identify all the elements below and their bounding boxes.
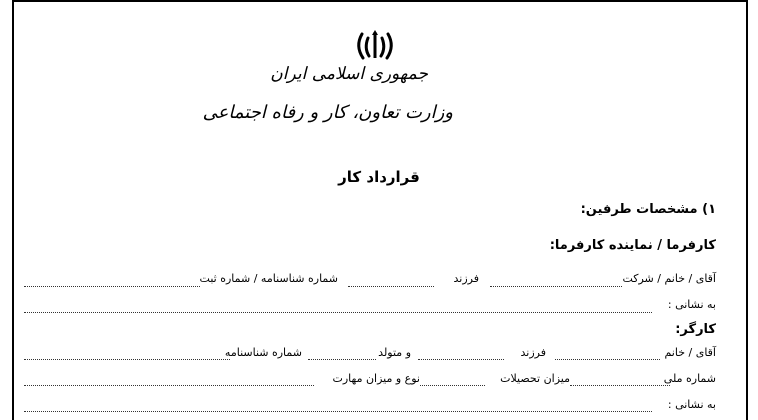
worker-id-label: شماره شناسنامه — [224, 346, 302, 359]
employer-address-label: به نشانی : — [667, 298, 716, 311]
worker-address-field[interactable] — [24, 411, 652, 412]
ministry-heading: وزارت تعاون، کار و رفاه اجتماعی — [202, 102, 453, 123]
employer-address-field[interactable] — [24, 312, 652, 313]
worker-id-field[interactable] — [24, 359, 230, 360]
worker-born-label: و متولد — [378, 346, 411, 359]
employer-id-field[interactable] — [24, 286, 200, 287]
employer-child-of-label: فرزند — [453, 272, 479, 285]
iran-emblem-icon — [352, 28, 398, 64]
worker-name-label: آقای / خانم — [664, 346, 716, 359]
worker-child-of-label: فرزند — [520, 346, 546, 359]
education-field[interactable] — [420, 385, 485, 386]
employer-id-label: شماره شناسنامه / شماره ثبت — [199, 272, 338, 285]
worker-address-label: به نشانی : — [667, 398, 716, 411]
education-label: میزان تحصیلات — [500, 372, 570, 385]
skill-field[interactable] — [24, 385, 314, 386]
section1-heading: ۱) مشخصات طرفین: — [580, 202, 716, 217]
national-id-field[interactable] — [570, 385, 670, 386]
worker-birth-field[interactable] — [308, 359, 376, 360]
national-id-label: شماره ملی — [663, 372, 716, 385]
employer-heading: کارفرما / نماینده کارفرما: — [549, 238, 716, 253]
document-title: قرارداد کار — [338, 168, 420, 186]
employer-father-field[interactable] — [348, 286, 434, 287]
republic-heading: جمهوری اسلامی ایران — [270, 64, 428, 84]
skill-label: نوع و میزان مهارت — [332, 372, 420, 385]
worker-name-field[interactable] — [555, 359, 660, 360]
worker-father-field[interactable] — [418, 359, 504, 360]
employer-name-field[interactable] — [490, 286, 622, 287]
employer-name-label: آقای / خانم / شرکت — [622, 272, 716, 285]
worker-heading: کارگر: — [675, 322, 716, 337]
